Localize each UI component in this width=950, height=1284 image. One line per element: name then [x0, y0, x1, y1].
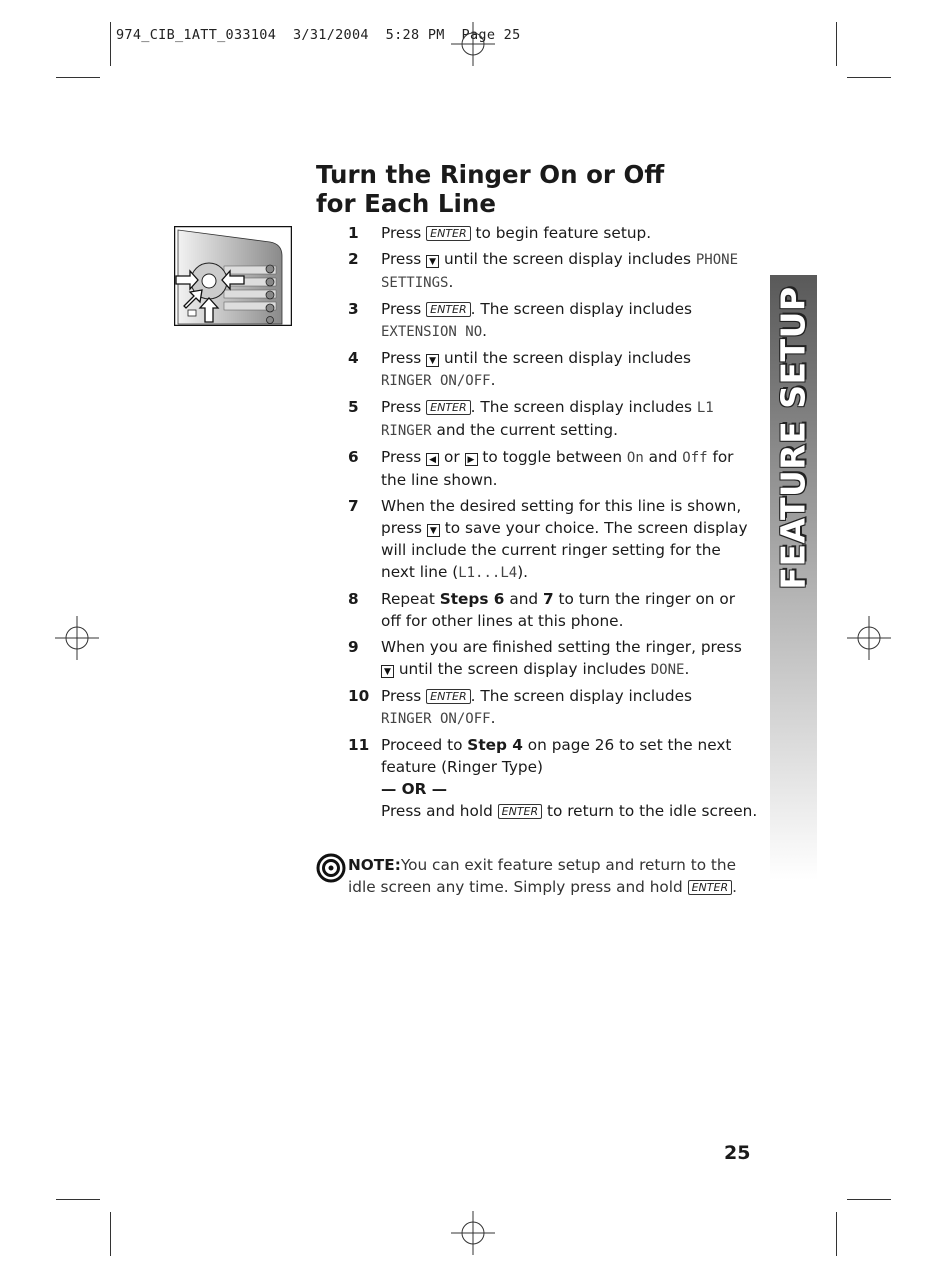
- title-line-1: Turn the Ringer On or Off: [316, 160, 665, 189]
- display-text: L1 RINGER: [381, 400, 714, 439]
- step-10: 10 Press ENTER . The screen display includes RINGER ON/OFF.: [348, 687, 692, 727]
- enter-key-icon: ENTER: [426, 302, 471, 317]
- page-number: 25: [724, 1142, 751, 1164]
- enter-key-icon: ENTER: [426, 226, 471, 241]
- step-3: 3 Press ENTER . The screen display includes EXTENSION NO.: [348, 300, 692, 340]
- registration-mark-top-icon: [451, 22, 495, 66]
- step-8: 8 Repeat Steps 6 and 7 to turn the ringer on or off for other lines at this phone.: [348, 590, 736, 630]
- registration-mark-right-icon: [847, 616, 891, 660]
- note-label: NOTE:: [348, 856, 401, 874]
- display-text: EXTENSION NO: [381, 324, 483, 340]
- page-title: [316, 160, 664, 218]
- display-text: Off: [682, 450, 708, 466]
- display-text: On: [626, 450, 644, 466]
- registration-mark-left-icon: [55, 616, 99, 660]
- printer-slug-line: 974_CIB_1ATT_033104 3/31/2004 5:28 PM Page 25: [116, 27, 521, 43]
- section-sidebar-label: FEATURE SETUP: [773, 286, 813, 590]
- display-text: DONE: [650, 662, 685, 678]
- step-9: 9 When you are finished setting the ringer, press ▼ until the screen display includes DONE.: [348, 638, 742, 678]
- step-4: 4 Press ▼ until the screen display includes RINGER ON/OFF.: [348, 349, 691, 389]
- display-text: PHONE SETTINGS: [381, 252, 739, 291]
- title-line-2: for Each Line: [316, 189, 496, 218]
- left-arrow-key-icon: ◀: [426, 453, 439, 466]
- display-text: RINGER ON/OFF: [381, 711, 491, 727]
- display-text: L1...L4: [458, 565, 518, 581]
- down-arrow-key-icon: ▼: [381, 665, 394, 678]
- registration-mark-bottom-icon: [451, 1211, 495, 1255]
- note-block: NOTE:You can exit feature setup and return to the idle screen any time. Simply press and hold ENTER .: [316, 854, 746, 898]
- enter-key-icon: ENTER: [426, 400, 471, 415]
- instruction-steps: [348, 222, 758, 826]
- down-arrow-key-icon: ▼: [426, 255, 439, 268]
- step-1: 1 Press ENTER to begin feature setup.: [348, 224, 652, 242]
- note-text: You can exit feature setup and return to the idle screen any time. Simply press and hold: [348, 856, 737, 896]
- phone-keypad-illustration-icon: [174, 226, 292, 326]
- display-text: RINGER ON/OFF: [381, 373, 491, 389]
- target-note-icon: [316, 853, 346, 883]
- step-2: 2 Press ▼ until the screen display includes PHONE SETTINGS.: [348, 250, 739, 291]
- down-arrow-key-icon: ▼: [427, 524, 440, 537]
- right-arrow-key-icon: ▶: [465, 453, 478, 466]
- step-7: 7 When the desired setting for this line is shown, press ▼ to save your choice. The screen display will include the current ringer setting for the next line (L1...L4).: [348, 497, 748, 581]
- down-arrow-key-icon: ▼: [426, 354, 439, 367]
- or-divider: — OR —: [381, 780, 448, 798]
- enter-key-icon: ENTER: [498, 804, 543, 819]
- step-11: 11 Proceed to Step 4 on page 26 to set the next feature (Ringer Type) — OR — Press and hold ENTER to return to the idle screen.: [348, 736, 758, 820]
- enter-key-icon: ENTER: [426, 689, 471, 704]
- step-5: 5 Press ENTER . The screen display includes L1 RINGER and the current setting.: [348, 398, 714, 439]
- step-6: 6 Press ◀ or ▶ to toggle between On and Off for the line shown.: [348, 448, 734, 489]
- enter-key-icon: ENTER: [688, 880, 733, 895]
